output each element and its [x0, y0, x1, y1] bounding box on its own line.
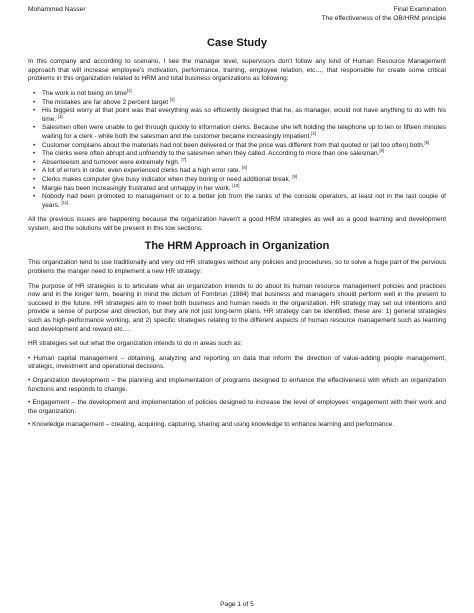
- footnote-ref: [7]: [181, 156, 187, 162]
- problem-list: [28, 87, 446, 210]
- footnote-ref: [6]: [379, 147, 385, 153]
- footnote-ref: [11]: [61, 199, 69, 205]
- hrm-area-item: • Human capital management – obtaining, analyzing and reporting on data that inform the direction of value-adding people management, strategic, investment and operational decisions.: [28, 354, 446, 371]
- problem-item: • Customer complains about the materials had not been delivered or that the price was different from that quoted or (all too often) both.[5]: [42, 142, 446, 151]
- footnote-ref: [4]: [311, 130, 316, 136]
- problem-item: • A lot of errors in order, even experienced clerks had a high error rate. [8]: [42, 167, 446, 176]
- problem-item: • Margie has been increasingly frustrated and unhappy in her work. [10]: [42, 185, 446, 194]
- problem-item: • Nobody had been promoted to management or to a better job from the ranks of the console operators, at least not in the last couple of years. [11]: [42, 193, 446, 210]
- footnote-ref: [5]: [424, 139, 430, 145]
- hrm-approach-heading: The HRM Approach in Organization: [144, 240, 330, 253]
- problem-item: • The mistakes are far above 2 percent target [2]: [42, 99, 446, 108]
- case-study-closing: All the previous issues are happening because the organization haven't a good HRM strategies as well as a good learning and development system, and the solutions will be present in this tow sections:: [28, 216, 446, 232]
- footnote-ref: [10]: [232, 182, 240, 188]
- problem-item: • The clerks were often abrupt and unfriendly to the salesmen when they called. According to more than one salesman.[6]: [42, 150, 446, 159]
- hrm-area-item: • Organization development – the planning and implementation of programs designed to enhance the effectiveness with which an organization functions and responds to change.: [28, 377, 446, 393]
- footnote-ref: [9]: [292, 173, 298, 179]
- hrm-paragraph-2: The purpose of HR strategies is to articulate what an organization intends to do about its human resource management policies and practices now and in the longer term, bearing in mind the dictum of Fombrun (1984) that business and managers should perform well in the present to succeed in the future. HR strategies aim to meet both business and human needs in the organization. HR strategy may set out intentions and provide a sense of purpose and direction, but they are not just long-term plans. HR strategy can be identified; these are: 1) general strategies such as high-performance working, and 2) specific strategies relating to the different aspects of human resource management such as learning and development and reward etc….: [28, 282, 446, 333]
- problem-item: • Salesmen often were unable to get through quickly to information clerks. Because she left holding the telephone up to ten or fifteen minutes waiting for a clerk - while both the salesman and the customer became increasingly impatient.[4]: [42, 124, 446, 141]
- author-name: Mohammed Nasser: [28, 6, 86, 13]
- hrm-paragraph-3: HR strategies set out what the organization intends to do in areas such as:: [28, 340, 243, 348]
- exam-title: Final Examination: [393, 6, 446, 13]
- footnote-ref: [3]: [57, 113, 63, 119]
- problem-item: • The work is not being on time[1]: [42, 90, 446, 99]
- subject-title: The effectiveness of the OB/HRM principle: [321, 14, 446, 22]
- footnote-ref: [2]: [169, 96, 175, 102]
- hrm-area-item: • Knowledge management – creating, acquiring, capturing, sharing and using knowledge to enhance learning and performance.: [28, 421, 395, 429]
- hrm-paragraph-1: This organization tend to use traditionally and very old HR strategies without any policies and procedures, so to solve a huge part of the pervious problems the manger need to implement a new HR strategy:: [28, 259, 446, 276]
- problem-item: • His biggest worry at that point was that everything was so efficiently designed that he, as manager, would not have anything to do with his time. [3]: [42, 107, 446, 124]
- problem-item: • Clerks makes computer give busy indicator when they boring or need additional break. [9]: [42, 176, 446, 185]
- hrm-area-item: • Engagement – the development and implementation of policies designed to increase the level of employees' engagement with their work and the organization.: [28, 399, 446, 415]
- case-study-intro: In this company and according to scenario, I see the manager level, supervisors don't follow any kind of Human Resource Management approach that will increase employee's motivation, performance, training, employee relation, etc…, that responsible for create some critical problems in this organization related to HRM and total business organizations as following:: [28, 58, 446, 83]
- case-study-heading: Case Study: [207, 37, 267, 50]
- footnote-ref: [1]: [126, 87, 132, 93]
- problem-item: • Absenteeism and turnover were extremely high. [7]: [42, 159, 446, 168]
- footnote-ref: [8]: [242, 165, 247, 171]
- page-number: Page 1 of 5: [220, 601, 254, 609]
- page-header: [28, 6, 446, 23]
- header-right: [322, 6, 446, 23]
